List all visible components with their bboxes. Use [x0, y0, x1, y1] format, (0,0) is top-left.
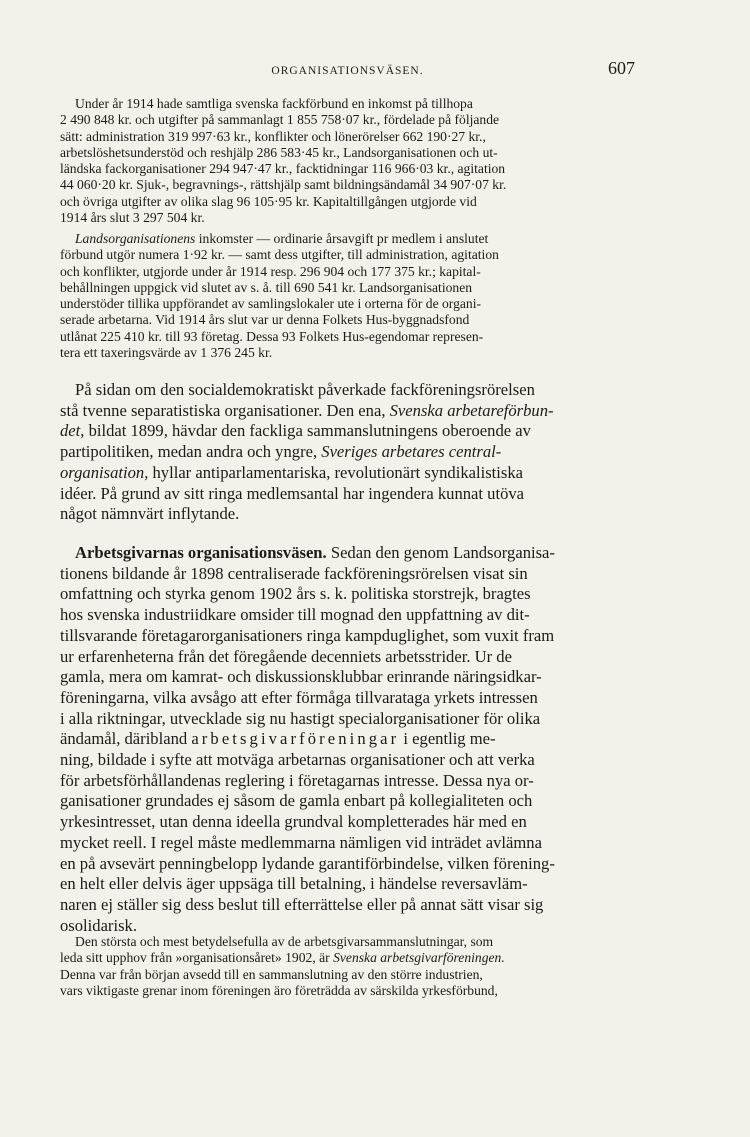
text-line: det, bildat 1899, hävdar den fackliga sammanslutningens oberoende av — [60, 421, 531, 441]
text-line: Under år 1914 hade samtliga svenska fackförbund en inkomst på tillhopa — [75, 96, 473, 111]
paragraph-separatist-organisations — [60, 380, 620, 525]
italic-term: det, — [60, 421, 85, 441]
text-line: partipolitiken, medan andra och yngre, Sveriges arbetares central- — [60, 442, 502, 462]
page-number: 607 — [608, 58, 635, 78]
text-line: vars viktigaste grenar inom föreningen äro företrädda av särskilda yrkesförbund, — [60, 982, 498, 998]
text-line: leda sitt upphov från »organisationsåret» 1902, är Svenska arbetsgivarföreningen. — [60, 950, 505, 966]
spaced-term: arbetsgivarföreningar — [191, 729, 400, 749]
italic-term: Svenska arbetsgivarföreningen. — [333, 950, 505, 966]
text-line: organisation, hyllar antiparlamentariska, revolutionärt syndikalistiska — [60, 462, 523, 482]
text-line: 2 490 848 kr. och utgifter på sammanlagt 1 855 758·07 kr., fördelade på följande — [60, 112, 500, 128]
italic-term: Svenska arbetareförbun- — [389, 400, 554, 420]
paragraph-arbetsgivarnas-organisationsvasen — [60, 543, 620, 936]
text-line: ur erfarenheterna från det föregående decenniets arbetsstrider. Ur de — [60, 646, 512, 666]
text-line: understöder tillika uppförandet av samlingslokaler ute i orterna för de organi- — [60, 296, 482, 312]
text-line: sätt: administration 319 997·63 kr., konflikter och lönerörelser 662 190·27 kr., — [60, 128, 486, 144]
text-line: tionens bildande år 1898 centraliserade fackföreningsrörelsen visat sin — [60, 563, 528, 583]
text-line: idéer. På grund av sitt ringa medlemsantal har ingendera kunnat utöva — [60, 483, 525, 503]
italic-term: organisation, — [60, 462, 149, 482]
running-title: ORGANISATIONSVÄSEN. — [271, 65, 424, 77]
text-line: På sidan om den socialdemokratiskt påverkade fackföreningsrörelsen — [75, 380, 535, 399]
text-line: mycket reell. I regel måste medlemmarna nämligen vid inträdet avlämna — [60, 832, 542, 852]
text-line: Den största och mest betydelsefulla av de arbetsgivarsammanslutningar, som — [75, 934, 494, 949]
text-line: stå tvenne separatistiska organisationer. Den ena, Svenska arbetareförbun- — [60, 400, 554, 420]
text-line: ländska fackorganisationer 294 947·47 kr., facktidningar 116 966·03 kr., agitation — [60, 161, 506, 177]
italic-term: Sveriges arbetares central- — [321, 442, 502, 462]
text-line: tera ett taxeringsvärde av 1 376 245 kr. — [60, 345, 273, 361]
text-line: föreningarna, vilka avsågo att efter förmåga tillvarataga yrkets intressen — [60, 687, 538, 707]
text-line: tillsvarande företagarorganisationers ringa kampduglighet, som vuxit fram — [60, 625, 555, 645]
text-line: Landsorganisationens inkomster — ordinarie årsavgift pr medlem i anslutet — [75, 231, 489, 246]
text-line: Arbetsgivarnas organisationsväsen. Sedan den genom Landsorganisa- — [75, 543, 555, 562]
text-line: serade arbetarna. Vid 1914 års slut var ur denna Folkets Hus-byggnadsfond — [60, 312, 470, 328]
text-line: 1914 års slut 3 297 504 kr. — [60, 210, 205, 226]
text-line: en helt eller delvis äger uppsäga till betalning, i händelse reversavläm- — [60, 874, 528, 894]
paragraph-fackforbund-finances — [60, 96, 620, 226]
text-line: osolidarisk. — [60, 915, 137, 935]
text-line: utlånat 225 410 kr. till 93 företag. Dessa 93 Folkets Hus-egendomar represen- — [60, 328, 484, 344]
paragraph-svenska-arbetsgivarforeningen — [60, 934, 620, 999]
text-line: en på avsevärt penningbelopp lydande garantiförbindelse, vilken förening- — [60, 853, 555, 873]
italic-term: Landsorganisationens — [75, 231, 196, 246]
text-line: för arbetsförhållandenas reglering i företagarnas intresse. Dessa nya or- — [60, 770, 534, 790]
text-line: och övriga utgifter av olika slag 96 105·95 kr. Kapitaltillgången utgjorde vid — [60, 193, 477, 209]
text-line: yrkesintresset, utan denna ideella grundval kompletterades här med en — [60, 812, 527, 832]
section-heading: Arbetsgivarnas organisationsväsen. — [75, 543, 327, 562]
text-line: gamla, mera om kamrat- och diskussionsklubbar erinrande näringsidkar- — [60, 667, 542, 687]
text-line: 44 060·20 kr. Sjuk-, begravnings-, rättshjälp samt bildningsändamål 34 907·07 kr. — [60, 177, 507, 193]
text-line: omfattning och styrka genom 1902 års s. k. politiska storstrejk, bragtes — [60, 584, 531, 604]
text-line: arbetslöshetsunderstöd och reshjälp 286 583·45 kr., Landsorganisationen och ut- — [60, 144, 498, 160]
text-line: förbund utgör numera 1·92 kr. — samt dess utgifter, till administration, agitation — [60, 247, 499, 263]
text-line: ning, bildade i syfte att motväga arbetarnas organisationer och att verka — [60, 750, 535, 770]
text-line: ändamål, däribland arbetsgivarföreningar i egentlig me- — [60, 729, 496, 749]
text-line: och konflikter, utgjorde under år 1914 resp. 296 904 och 177 375 kr.; kapital- — [60, 263, 481, 279]
text-line: ganisationer grundades ej såsom de gamla enbart på kollegialiteten och — [60, 791, 533, 811]
paragraph-landsorganisationen — [60, 231, 620, 361]
page-header — [60, 58, 635, 80]
text-line: något nämnvärt inflytande. — [60, 504, 240, 524]
text-line: behållningen uppgick vid slutet av s. å. till 690 541 kr. Landsorganisationen — [60, 279, 473, 295]
text-line: Denna var från början avsedd till en sammanslutning av den större industrien, — [60, 966, 483, 982]
text-line: hos svenska industriidkare omsider till mognad den uppfattning av dit- — [60, 605, 530, 625]
text-line: naren ej ställer sig dess beslut till efterrättelse eller på annat sätt visar sig — [60, 894, 544, 914]
text-line: i alla riktningar, utvecklade sig nu hastigt specialorganisationer för olika — [60, 708, 541, 728]
